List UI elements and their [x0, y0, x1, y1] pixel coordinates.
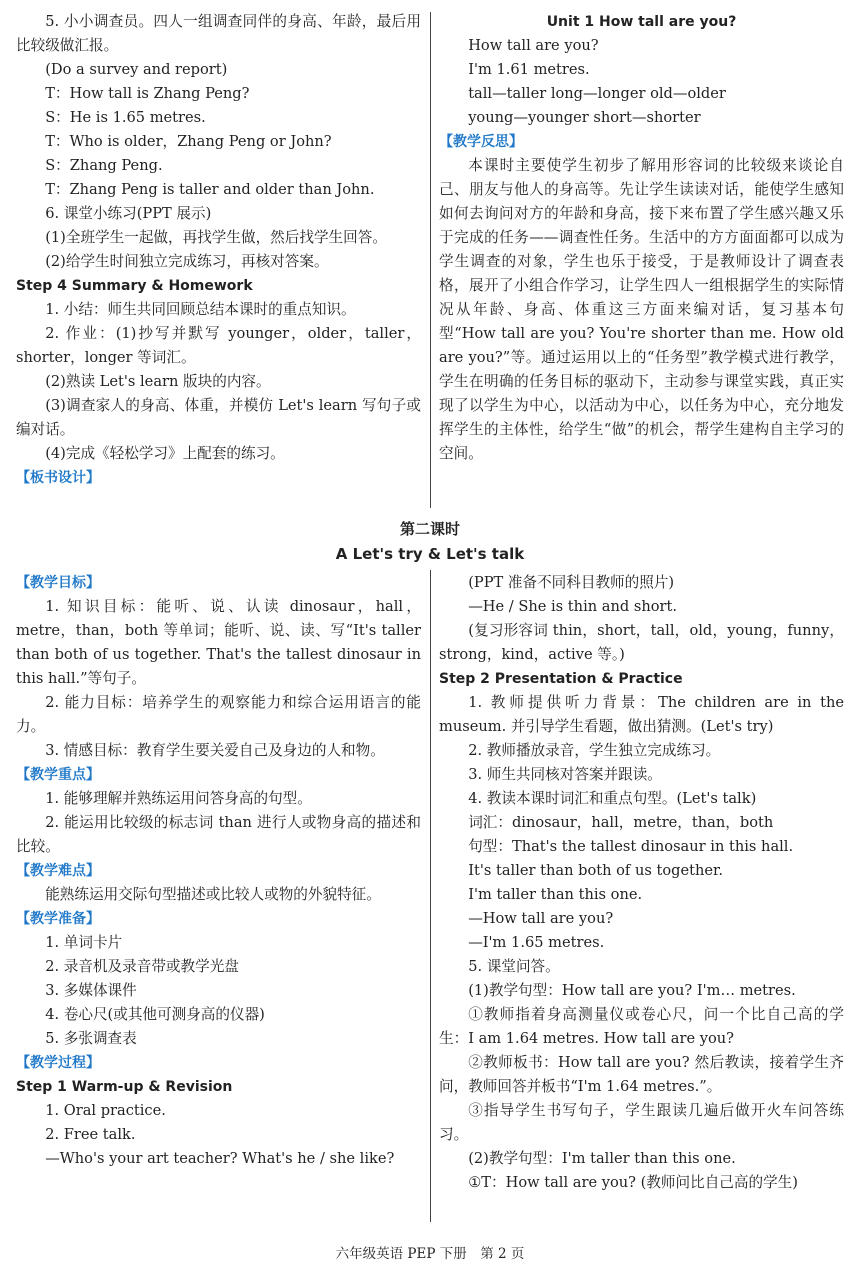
bottom-column-divider	[430, 570, 431, 1222]
section-tag: 【教学反思】	[439, 134, 523, 150]
paragraph: 2. 能力目标：培养学生的观察能力和综合运用语言的能力。	[16, 694, 421, 735]
top-left-column	[16, 10, 421, 490]
paragraph: 2. Free talk.	[45, 1126, 136, 1143]
section-tag: 【教学过程】	[16, 1055, 100, 1071]
paragraph: T：How tall is Zhang Peng?	[45, 85, 250, 102]
paragraph: 2. 教师播放录音，学生独立完成练习。	[468, 742, 721, 759]
paragraph: I'm 1.61 metres.	[468, 61, 590, 78]
paragraph: I'm taller than this one.	[468, 886, 643, 903]
step-heading: Step 4 Summary & Homework	[16, 278, 253, 294]
paragraph: T：Who is older，Zhang Peng or John?	[45, 133, 332, 150]
paragraph: (1)教学句型：How tall are you? I'm… metres.	[468, 982, 796, 999]
paragraph: 3. 师生共同核对答案并跟读。	[468, 766, 662, 783]
paragraph: 1. 知识目标：能听、说、认读 dinosaur，hall，metre，than，both 等单词；能听、说、读、写“It's taller than both of us together. That's the tallest dinosaur in this hall.”等句子。	[16, 598, 421, 687]
board-title: Unit 1 How tall are you?	[546, 14, 737, 30]
paragraph: 1. 教师提供听力背景：The children are in the museum. 并引导学生看题，做出猜测。(Let's try)	[439, 694, 844, 735]
paragraph: It's taller than both of us together.	[468, 862, 724, 879]
paragraph: How tall are you?	[468, 37, 599, 54]
bottom-left-column	[16, 571, 421, 1171]
paragraph: S：Zhang Peng.	[45, 157, 163, 174]
section-title: 第二课时	[399, 520, 460, 538]
paragraph: 1. 小结：师生共同回顾总结本课时的重点知识。	[45, 301, 356, 318]
bottom-right-column	[439, 571, 844, 1195]
paragraph: 1. 能够理解并熟练运用问答身高的句型。	[45, 790, 312, 807]
paragraph: 4. 教读本课时词汇和重点句型。(Let's talk)	[468, 790, 757, 807]
paragraph: 词汇：dinosaur，hall，metre，than，both	[468, 814, 774, 831]
section-tag: 【教学准备】	[16, 911, 100, 927]
paragraph: (复习形容词 thin，short，tall，old，young，funny，strong，kind，active 等。)	[439, 622, 844, 663]
paragraph: (2)给学生时间独立完成练习，再核对答案。	[45, 253, 329, 270]
paragraph: ③指导学生书写句子，学生跟读几遍后做开火车问答练习。	[439, 1102, 844, 1143]
step-heading: Step 1 Warm-up & Revision	[16, 1079, 233, 1095]
paragraph: ①教师指着身高测量仪或卷心尺，问一个比自己高的学生：I am 1.64 metres. How tall are you?	[439, 1006, 844, 1047]
top-right-column	[439, 10, 844, 466]
page-footer: 六年级英语 PEP 下册 第 2 页	[335, 1246, 525, 1262]
paragraph: 句型：That's the tallest dinosaur in this hall.	[468, 838, 794, 855]
paragraph: ①T：How tall are you? (教师问比自己高的学生)	[468, 1174, 798, 1191]
paragraph: (2)熟读 Let's learn 版块的内容。	[45, 373, 271, 390]
paragraph: 6. 课堂小练习(PPT 展示)	[45, 205, 212, 222]
paragraph: —How tall are you?	[468, 910, 614, 927]
paragraph: (2)教学句型：I'm taller than this one.	[468, 1150, 736, 1167]
paragraph: —He / She is thin and short.	[468, 598, 678, 615]
paragraph: (Do a survey and report)	[45, 61, 228, 78]
paragraph: 2. 录音机及录音带或教学光盘	[45, 958, 239, 975]
paragraph: (4)完成《轻松学习》上配套的练习。	[45, 445, 285, 462]
paragraph: —I'm 1.65 metres.	[468, 934, 605, 951]
paragraph: (1)全班学生一起做，再找学生做，然后找学生回答。	[45, 229, 387, 246]
paragraph: 1. 单词卡片	[45, 934, 123, 951]
section-tag: 【教学目标】	[16, 575, 100, 591]
paragraph: tall—taller long—longer old—older	[468, 85, 726, 102]
paragraph: ②教师板书：How tall are you? 然后教读，接着学生齐问，教师回答并板书“I'm 1.64 metres.”。	[439, 1054, 844, 1095]
paragraph: —Who's your art teacher? What's he / she like?	[45, 1150, 395, 1167]
top-column-divider	[430, 12, 431, 508]
paragraph: S：He is 1.65 metres.	[45, 109, 206, 126]
paragraph: 2. 作业：(1)抄写并默写 younger，older，taller，shorter，longer 等词汇。	[16, 325, 421, 366]
paragraph: T：Zhang Peng is taller and older than John.	[45, 181, 375, 198]
paragraph: 本课时主要使学生初步了解用形容词的比较级来谈论自己、朋友与他人的身高等。先让学生读读对话，能使学生感知如何去询问对方的年龄和身高，接下来布置了学生感兴趣又乐于完成的任务——调查性任务。生活中的方方面面都可以成为学生调查的对象，学生也乐于接受，于是教师设计了调查表格，展开了小组合作学习，让学生四人一组根据学生的实际情况从年龄、身高、体重这三方面来编对话，复习基本句型“How tall are you? You're shorter than me. How old are you?”等。通过运用以上的“任务型”教学模式进行教学，学生在明确的任务目标的驱动下，主动参与课堂实践，真正实现了以学生为中心，以活动为中心，以任务为中心，充分地发挥学生的主体性，给学生“做”的机会，帮学生建构自主学习的空间。	[439, 157, 844, 462]
section-tag: 【教学难点】	[16, 863, 100, 879]
paragraph: 2. 能运用比较级的标志词 than 进行人或物身高的描述和比较。	[16, 814, 421, 855]
paragraph: 3. 多媒体课件	[45, 982, 137, 999]
paragraph: 3. 情感目标：教育学生要关爱自己及身边的人和物。	[45, 742, 385, 759]
paragraph: 5. 小小调查员。四人一组调查同伴的身高、年龄，最后用比较级做汇报。	[16, 13, 421, 54]
paragraph: 4. 卷心尺(或其他可测身高的仪器)	[45, 1006, 265, 1023]
paragraph: young—younger short—shorter	[468, 109, 701, 126]
paragraph: 能熟练运用交际句型描述或比较人或物的外貌特征。	[45, 886, 381, 903]
section-tag: 【板书设计】	[16, 470, 100, 486]
section-tag: 【教学重点】	[16, 767, 100, 783]
step-heading: Step 2 Presentation & Practice	[439, 671, 683, 687]
paragraph: (PPT 准备不同科目教师的照片)	[468, 574, 675, 591]
paragraph: 5. 多张调查表	[45, 1030, 137, 1047]
paragraph: 5. 课堂问答。	[468, 958, 560, 975]
section-subtitle: A Let's try & Let's talk	[335, 545, 525, 563]
paragraph: 1. Oral practice.	[45, 1102, 166, 1119]
paragraph: (3)调查家人的身高、体重，并模仿 Let's learn 写句子或编对话。	[16, 397, 421, 438]
